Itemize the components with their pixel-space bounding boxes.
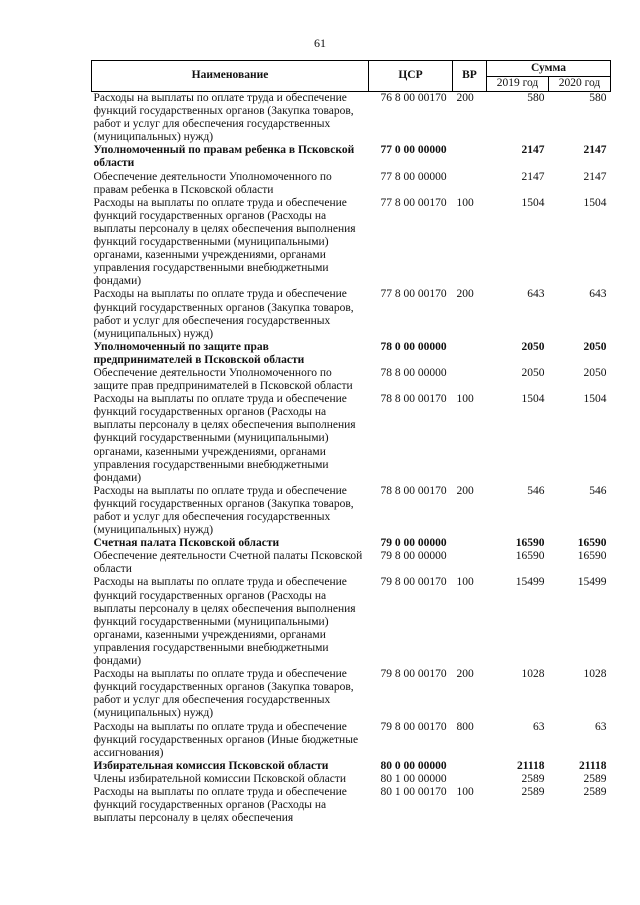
row-csr: 79 0 00 00000 (380, 537, 447, 550)
table-row (92, 550, 611, 576)
row-vr: 200 (456, 668, 474, 681)
row-sum-2019: 580 (527, 92, 545, 104)
row-name: Обеспечение деятельности Счетной палаты Псковской области (93, 550, 363, 576)
row-sum-2019: 16590 (515, 550, 545, 563)
row-csr: 79 8 00 00170 (380, 668, 447, 681)
row-vr: 200 (456, 288, 474, 301)
table-row (92, 92, 611, 145)
row-vr (453, 341, 487, 367)
header-name: Наименование (92, 61, 369, 92)
row-sum-2019: 15499 (515, 576, 545, 589)
row-sum-2020: 643 (589, 288, 607, 301)
row-sum-2019: 2050 (521, 366, 545, 379)
row-sum-2020: 63 (595, 720, 607, 733)
header-csr: ЦСР (369, 61, 453, 92)
row-sum-2020: 546 (589, 484, 607, 497)
row-name: Расходы на выплаты по оплате труда и обеспечение функций государственных органов (Закупка товаров, работ и услуг для обеспечения государственных (муниципальных) нужд) (93, 668, 354, 720)
row-name: Обеспечение деятельности Уполномоченного по правам ребенка в Псковской области (93, 170, 332, 196)
row-name: Расходы на выплаты по оплате труда и обеспечение функций государственных органов (Иные бюджетные ассигнования) (93, 720, 359, 759)
table-body (92, 92, 611, 826)
header-year-2020: 2020 год (549, 77, 611, 92)
row-sum-2019: 2589 (521, 772, 545, 785)
row-csr: 80 1 00 00170 (380, 785, 447, 798)
table-row (92, 760, 611, 773)
row-name: Расходы на выплаты по оплате труда и обеспечение функций государственных органов (Закупка товаров, работ и услуг для обеспечения государственных (муниципальных) нужд) (93, 484, 354, 537)
row-sum-2019: 2147 (521, 144, 545, 157)
row-sum-2020: 580 (589, 92, 607, 104)
row-csr: 79 8 00 00170 (380, 576, 447, 589)
table-row (92, 668, 611, 720)
table-row (92, 197, 611, 289)
row-name: Расходы на выплаты по оплате труда и обеспечение функций государственных органов (Закупка товаров, работ и услуг для обеспечения государственных (муниципальных) нужд) (93, 288, 354, 340)
row-name: Расходы на выплаты по оплате труда и обеспечение функций государственных органов (Расходы на выплаты персоналу в целях обеспечения (93, 785, 347, 825)
row-vr: 100 (456, 393, 474, 406)
table-row (92, 485, 611, 537)
row-csr: 78 8 00 00000 (380, 366, 447, 379)
table-row (92, 341, 611, 367)
row-csr: 77 0 00 00000 (380, 144, 447, 157)
row-vr: 100 (456, 785, 474, 798)
table-row (92, 288, 611, 340)
row-vr: 100 (456, 576, 474, 589)
table-header (92, 61, 611, 92)
row-vr (453, 171, 487, 197)
row-sum-2019: 1028 (521, 668, 545, 681)
row-sum-2020: 21118 (579, 759, 607, 772)
budget-table (91, 60, 611, 825)
row-sum-2020: 1504 (583, 196, 607, 209)
row-sum-2019: 643 (527, 288, 545, 301)
row-csr: 79 8 00 00170 (380, 720, 447, 733)
row-sum-2020: 2050 (583, 340, 607, 353)
row-name: Расходы на выплаты по оплате труда и обеспечение функций государственных органов (Закупка товаров, работ и услуг для обеспечения государственных (муниципальных) нужд) (93, 92, 354, 144)
row-vr: 200 (456, 92, 474, 104)
row-csr: 79 8 00 00000 (380, 550, 447, 563)
page-number: 61 (314, 36, 326, 50)
row-vr: 100 (456, 196, 474, 209)
row-sum-2019: 2589 (521, 785, 545, 798)
row-sum-2019: 546 (527, 484, 545, 497)
row-vr: 800 (456, 720, 474, 733)
row-name: Расходы на выплаты по оплате труда и обеспечение функций государственных органов (Расходы на выплаты персоналу в целях обеспечения выполнения функций государственными (муниципальными) органами, казенными учреждениями, органами управления государственными внебюджетными фондами) (93, 196, 356, 288)
row-sum-2020: 1028 (583, 668, 607, 681)
table-row (92, 773, 611, 786)
table-row (92, 786, 611, 825)
row-name: Расходы на выплаты по оплате труда и обеспечение функций государственных органов (Расходы на выплаты персоналу в целях обеспечения выполнения функций государственными (муниципальными) органами, казенными учреждениями, органами управления государственными внебюджетными фондами) (93, 393, 356, 484)
row-sum-2019: 1504 (521, 393, 545, 406)
row-sum-2020: 2050 (583, 366, 607, 379)
row-sum-2019: 16590 (515, 537, 545, 550)
header-sum: Сумма (487, 61, 611, 77)
row-csr: 77 8 00 00170 (380, 196, 447, 209)
row-sum-2020: 1504 (583, 393, 607, 406)
row-name: Счетная палата Псковской области (93, 537, 280, 550)
row-csr: 77 8 00 00170 (380, 288, 447, 301)
row-sum-2020: 2589 (583, 785, 607, 798)
row-sum-2020: 16590 (577, 550, 607, 563)
row-name: Обеспечение деятельности Уполномоченного по защите прав предпринимателей в Псковской области (93, 366, 353, 393)
row-csr: 78 8 00 00170 (380, 484, 447, 497)
row-sum-2019: 1504 (521, 196, 545, 209)
row-csr: 76 8 00 00170 (380, 92, 447, 104)
row-name: Расходы на выплаты по оплате труда и обеспечение функций государственных органов (Расходы на выплаты персоналу в целях обеспечения выполнения функций государственными (муниципальными) органами, казенными учреждениями, органами управления государственными внебюджетными фондами) (93, 576, 356, 668)
row-sum-2020: 2147 (583, 144, 607, 157)
table-row (92, 144, 611, 170)
row-name: Уполномоченный по правам ребенка в Псковской области (93, 144, 355, 170)
table-row (92, 171, 611, 197)
row-sum-2020: 15499 (577, 576, 607, 589)
header-vr: ВР (453, 61, 487, 92)
row-sum-2020: 2589 (583, 772, 607, 785)
table-row (92, 721, 611, 760)
row-sum-2020: 2147 (583, 170, 607, 183)
row-vr (453, 367, 487, 393)
header-year-2019: 2019 год (487, 77, 549, 92)
table-row (92, 393, 611, 485)
row-name: Избирательная комиссия Псковской области (93, 759, 329, 772)
row-csr: 80 1 00 00000 (380, 772, 447, 785)
row-csr: 77 8 00 00000 (380, 170, 447, 183)
row-csr: 80 0 00 00000 (380, 759, 447, 772)
row-csr: 78 0 00 00000 (380, 340, 447, 353)
row-sum-2020: 16590 (577, 537, 607, 550)
table-row (92, 537, 611, 550)
row-vr (453, 550, 487, 576)
row-vr: 200 (456, 484, 474, 497)
row-sum-2019: 2050 (521, 340, 545, 353)
row-name: Уполномоченный по защите прав предпринимателей в Псковской области (93, 340, 305, 366)
row-name: Члены избирательной комиссии Псковской области (93, 772, 347, 785)
table-row (92, 576, 611, 668)
row-vr (453, 144, 487, 170)
row-sum-2019: 21118 (517, 759, 545, 772)
row-vr (453, 537, 487, 550)
row-sum-2019: 63 (533, 720, 545, 733)
row-vr (453, 773, 487, 786)
row-vr (453, 760, 487, 773)
table-row (92, 367, 611, 393)
row-sum-2019: 2147 (521, 170, 545, 183)
row-csr: 78 8 00 00170 (380, 393, 447, 406)
